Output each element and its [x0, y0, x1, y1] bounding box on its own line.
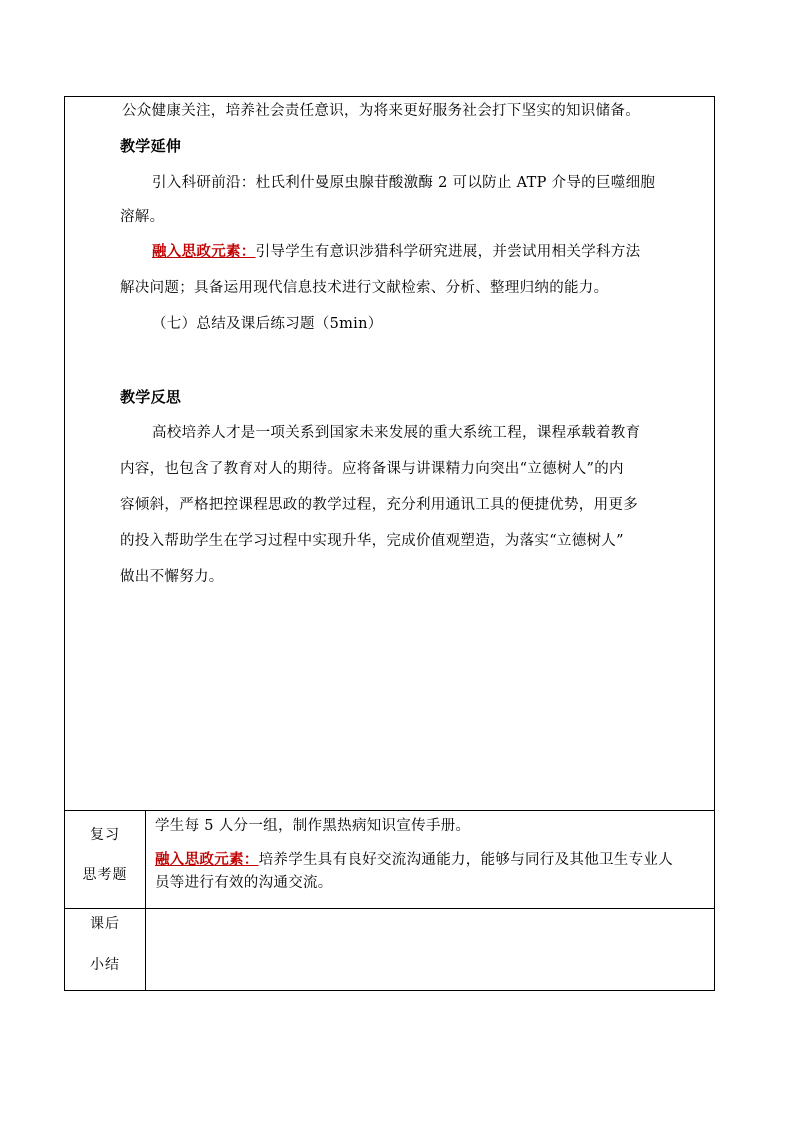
ideology-label: 融入思政元素：: [152, 244, 256, 260]
after-class-label-line-2: 小结: [90, 957, 120, 973]
after-class-label-cell: [65, 908, 146, 991]
review-label-cell: [65, 810, 146, 908]
review-label-line-1: 复习: [90, 827, 120, 843]
reflection-line-1: 高校培养人才是一项关系到国家未来发展的重大系统工程，课程承载着教育: [152, 425, 641, 441]
review-label-line-2: 思考题: [82, 867, 128, 883]
teaching-content-cell: [65, 97, 714, 811]
public-health-line: 公众健康关注，培养社会责任意识，为将来更好服务社会打下坚实的知识储备。: [122, 103, 640, 119]
ideology-text-1: 引导学生有意识涉猎科学研究进展，并尝试用相关学科方法: [255, 244, 641, 260]
after-class-label-line-1: 课后: [90, 916, 120, 932]
reflection-line-4: 的投入帮助学生在学习过程中实现升华，完成价值观塑造，为落实“立德树人”: [120, 533, 624, 549]
summary-line: （七）总结及课后练习题（5min）: [152, 316, 383, 332]
reflection-line-2: 内容，也包含了教育对人的期待。应将备课与讲课精力向突出“立德树人”的内: [120, 461, 624, 477]
review-row: [65, 810, 714, 909]
lesson-plan-table: [64, 96, 715, 991]
after-class-content-cell: [146, 908, 714, 991]
review-ideology-label: 融入思政元素：: [155, 852, 259, 868]
reflection-line-3: 容倾斜，严格把控课程思政的教学过程，充分利用通讯工具的便捷优势，用更多: [120, 497, 638, 513]
extension-line-1: 引入科研前沿：杜氏利什曼原虫腺苷酸激酶 2 可以防止 ATP 介导的巨噬细胞: [152, 175, 656, 191]
heading-teaching-reflection: 教学反思: [120, 388, 182, 406]
after-class-row: [65, 908, 714, 991]
ideology-text-2: 解决问题；具备运用现代信息技术进行文献检索、分析、整理归纳的能力。: [120, 280, 609, 296]
review-content-line-1: 学生每 5 人分一组，制作黑热病知识宣传手册。: [155, 818, 471, 834]
review-content-cell: [146, 810, 714, 908]
ideology-paragraph-1: [152, 242, 640, 262]
reflection-line-5: 做出不懈努力。: [120, 569, 224, 585]
review-ideology-text-1: 培养学生具有良好交流沟通能力，能够与同行及其他卫生专业人: [258, 852, 674, 868]
review-ideology-text-2: 员等进行有效的沟通交流。: [155, 875, 333, 891]
review-ideology-paragraph: [155, 850, 673, 870]
extension-line-2: 溶解。: [120, 209, 165, 225]
heading-teaching-extension: 教学延伸: [120, 137, 182, 155]
